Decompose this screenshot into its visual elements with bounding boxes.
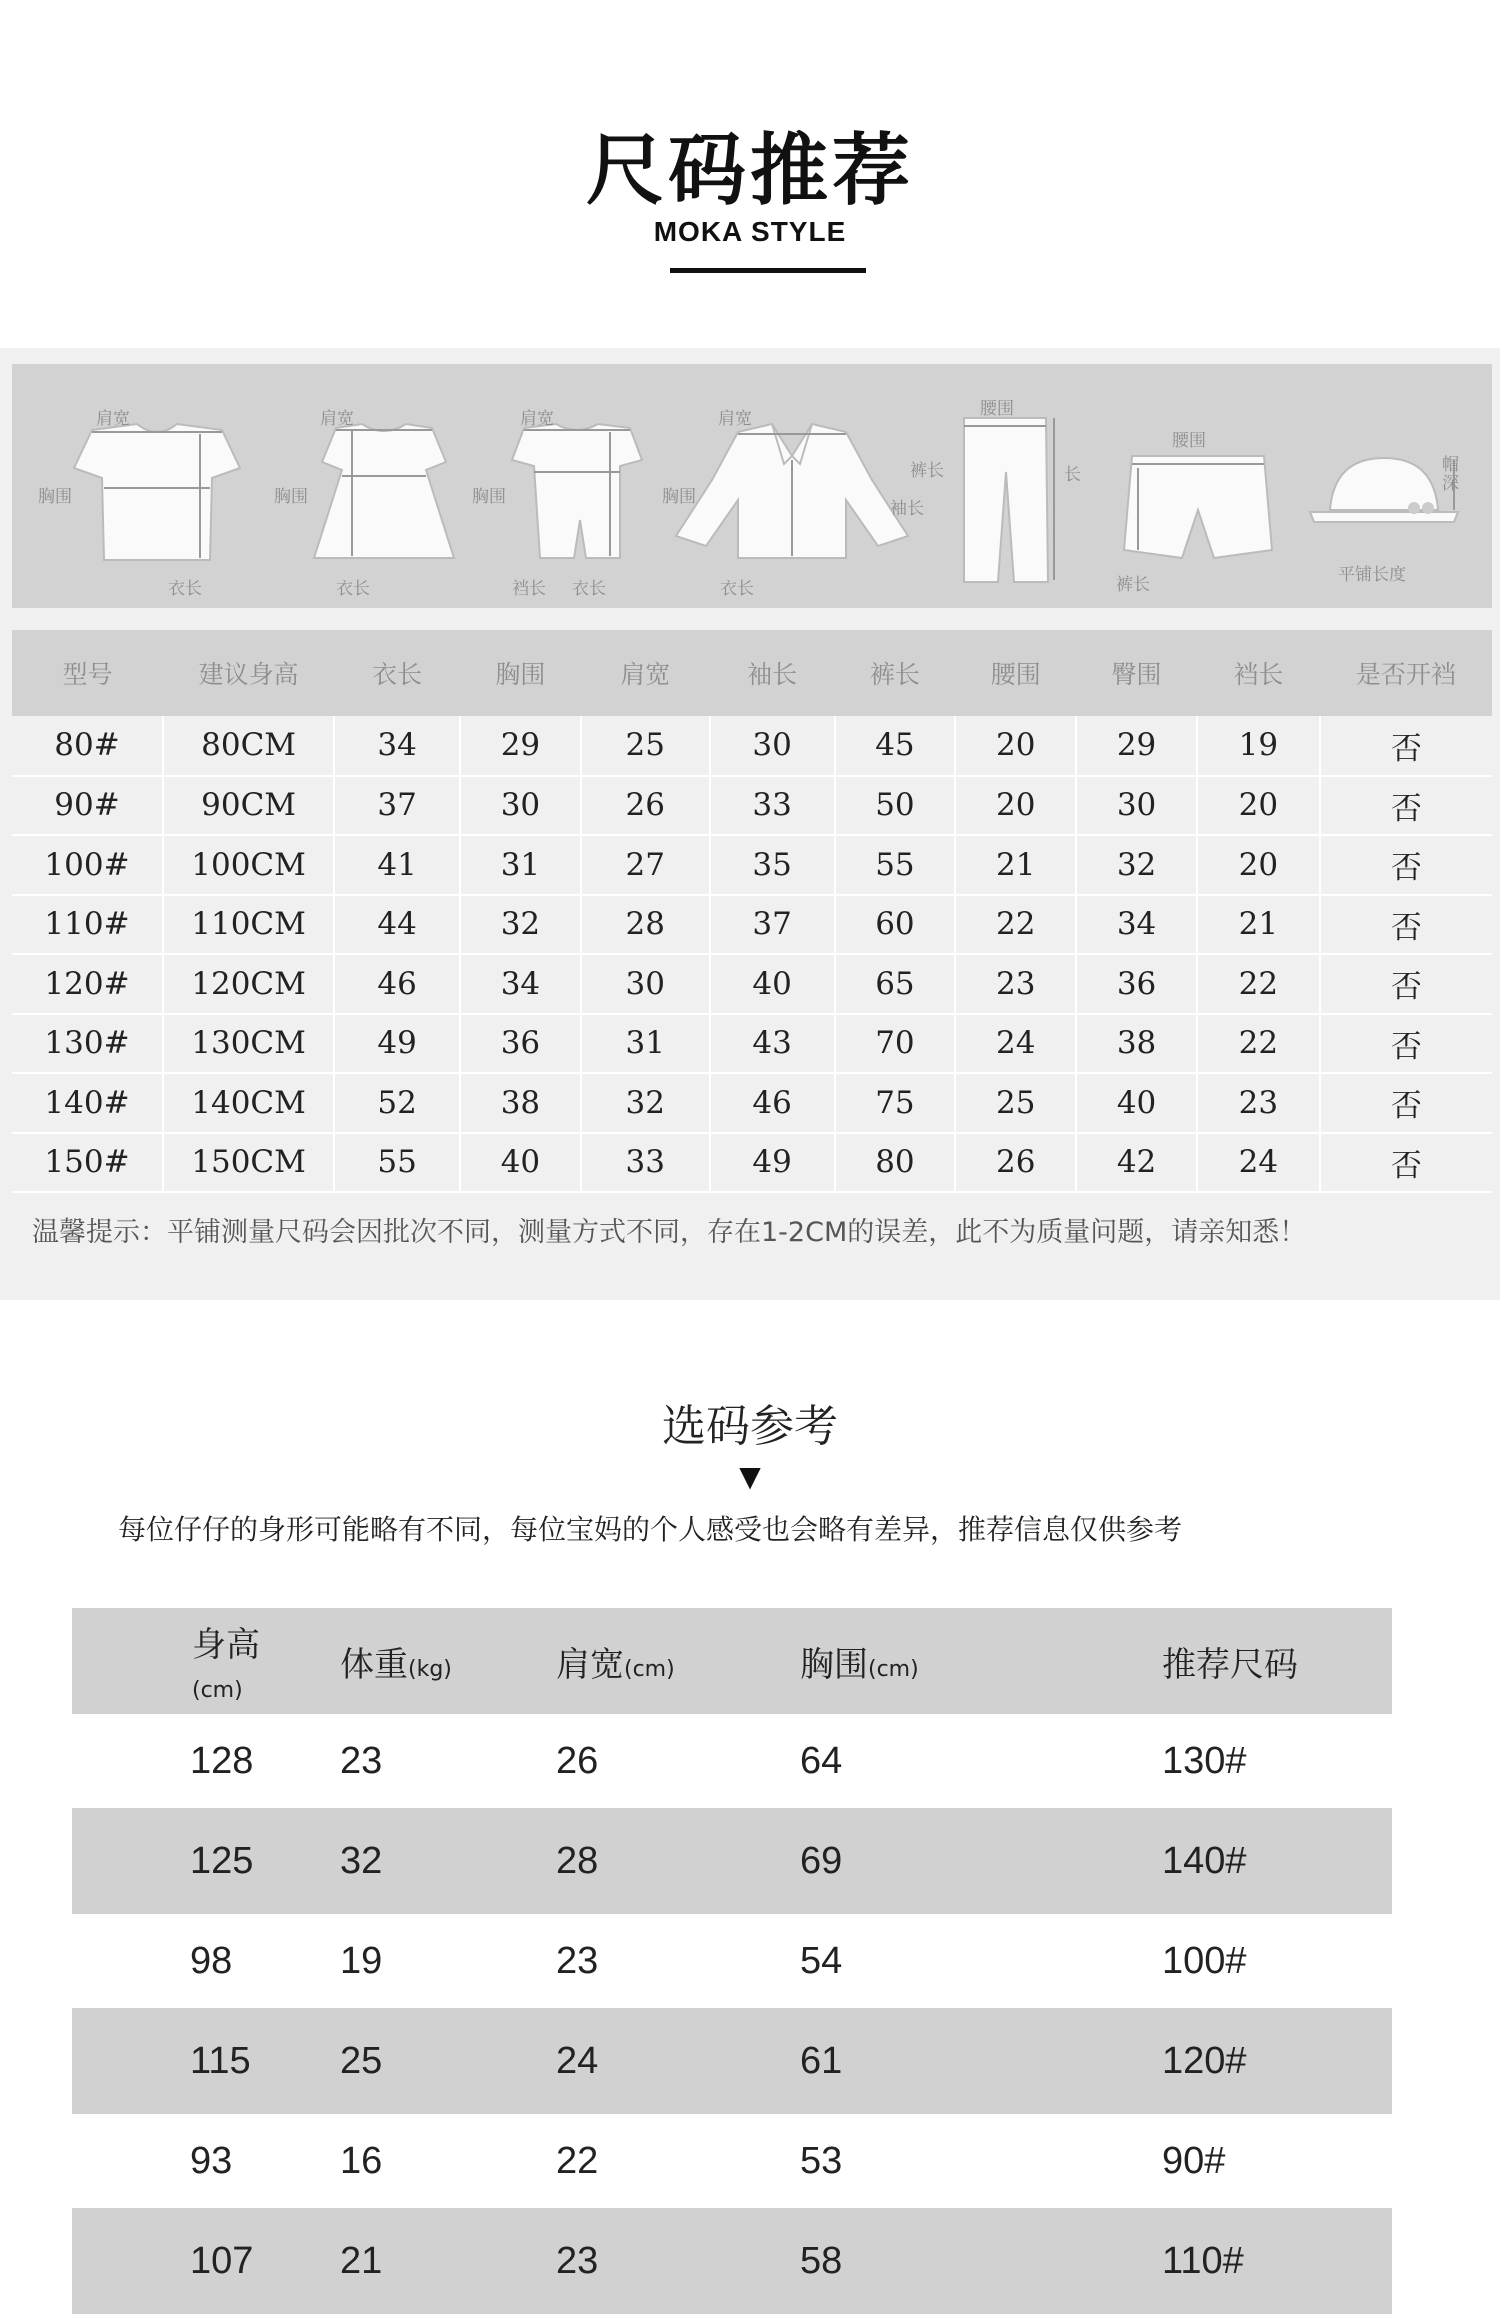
size-table-cell: 36: [460, 1014, 581, 1074]
reference-table-cell: 19: [280, 1914, 498, 2008]
reference-table-cell: 32: [280, 1808, 498, 1914]
size-table-row: [12, 776, 1492, 836]
reference-table-cell: 61: [724, 2008, 986, 2114]
size-table-row: [12, 954, 1492, 1014]
size-table-row: [12, 835, 1492, 895]
diagram-label: 裤长: [910, 461, 944, 481]
size-table-cell: 50: [835, 776, 956, 836]
size-table-cell: 32: [581, 1073, 710, 1133]
size-table-cell: 否: [1320, 835, 1492, 895]
size-table-cell: 41: [334, 835, 460, 895]
diagram-label: 腰围: [1172, 431, 1206, 451]
size-table-cell: 22: [1197, 954, 1320, 1014]
column-header: 裤长: [835, 630, 956, 716]
size-table-cell: 52: [334, 1073, 460, 1133]
size-table-cell: 150CM: [163, 1133, 334, 1193]
size-table-cell: 150#: [12, 1133, 163, 1193]
size-table-cell: 65: [835, 954, 956, 1014]
size-table-row: [12, 1073, 1492, 1133]
reference-table-cell: 54: [724, 1914, 986, 2008]
size-table-cell: 27: [581, 835, 710, 895]
reference-table-cell: 107: [72, 2208, 280, 2314]
diagram-label: 裤长: [1116, 575, 1150, 595]
size-table-cell: 34: [1076, 895, 1197, 955]
reference-table-cell: 21: [280, 2208, 498, 2314]
size-table-cell: 80: [835, 1133, 956, 1193]
size-table-cell: 否: [1320, 716, 1492, 776]
size-table-cell: 否: [1320, 776, 1492, 836]
size-table-cell: 34: [334, 716, 460, 776]
size-table-cell: 49: [334, 1014, 460, 1074]
size-table-cell: 110CM: [163, 895, 334, 955]
size-table-cell: 24: [955, 1014, 1076, 1074]
diagram-label: 胸围: [38, 487, 72, 507]
reference-table-cell: 69: [724, 1808, 986, 1914]
size-table-cell: 30: [1076, 776, 1197, 836]
size-table-cell: 23: [1197, 1073, 1320, 1133]
column-label: 胸围: [800, 1644, 868, 1685]
size-table-cell: 80#: [12, 716, 163, 776]
reference-table-cell: 22: [498, 2114, 724, 2208]
reference-table-cell: 93: [72, 2114, 280, 2208]
reference-table-row: [72, 1914, 1392, 2008]
size-table-cell: 31: [581, 1014, 710, 1074]
reference-table-row: [72, 1714, 1392, 1808]
size-table-cell: 140#: [12, 1073, 163, 1133]
size-table-cell: 55: [334, 1133, 460, 1193]
reference-table-cell: 23: [498, 2208, 724, 2314]
size-table-cell: 37: [334, 776, 460, 836]
size-table-cell: 否: [1320, 1014, 1492, 1074]
reference-table-cell: 58: [724, 2208, 986, 2314]
size-table-cell: 55: [835, 835, 956, 895]
reference-table-cell: 53: [724, 2114, 986, 2208]
column-header: 袖长: [710, 630, 835, 716]
reference-table-cell: 24: [498, 2008, 724, 2114]
size-table-cell: 120CM: [163, 954, 334, 1014]
reference-table-cell: 25: [280, 2008, 498, 2114]
size-table-cell: 40: [460, 1133, 581, 1193]
size-table-cell: 24: [1197, 1133, 1320, 1193]
column-unit: (kg): [408, 1656, 452, 1682]
column-unit: (cm): [624, 1656, 675, 1682]
size-table-cell: 45: [835, 716, 956, 776]
size-table-row: [12, 895, 1492, 955]
diagram-label: 胸围: [472, 487, 506, 507]
size-table-header: [12, 630, 1492, 716]
size-table-cell: 33: [710, 776, 835, 836]
reference-table-cell: 130#: [986, 1714, 1392, 1808]
size-table-cell: 否: [1320, 1133, 1492, 1193]
size-table-cell: 20: [955, 716, 1076, 776]
size-table-cell: 22: [1197, 1014, 1320, 1074]
size-table-cell: 21: [1197, 895, 1320, 955]
diagram-label: 肩宽: [320, 409, 354, 429]
size-table-cell: 42: [1076, 1133, 1197, 1193]
diagram-label: 衣长: [720, 579, 754, 599]
size-table-cell: 38: [1076, 1014, 1197, 1074]
jacket-icon: [672, 420, 912, 570]
garment-diagram-band: [12, 364, 1492, 608]
reference-table-cell: 28: [498, 1808, 724, 1914]
size-table-cell: 37: [710, 895, 835, 955]
reference-table-cell: 23: [498, 1914, 724, 2008]
column-label: 推荐尺码: [1162, 1644, 1298, 1685]
size-table-cell: 70: [835, 1014, 956, 1074]
diagram-label: 衣长: [572, 579, 606, 599]
diagram-label: 长: [1064, 465, 1081, 485]
size-table-cell: 20: [955, 776, 1076, 836]
reference-table-cell: 64: [724, 1714, 986, 1808]
reference-table-cell: 16: [280, 2114, 498, 2208]
size-table-cell: 40: [710, 954, 835, 1014]
reference-table-cell: 110#: [986, 2208, 1392, 2314]
size-table-cell: 43: [710, 1014, 835, 1074]
hat-icon: [1304, 450, 1464, 550]
down-arrow-icon: ▼: [739, 1460, 761, 1493]
size-table-cell: 否: [1320, 895, 1492, 955]
diagram-label: 胸围: [274, 487, 308, 507]
size-table-cell: 36: [1076, 954, 1197, 1014]
column-header: 臀围: [1076, 630, 1197, 716]
size-table-cell: 130CM: [163, 1014, 334, 1074]
reference-table-row: [72, 1808, 1392, 1914]
size-table-cell: 130#: [12, 1014, 163, 1074]
reference-table-cell: 120#: [986, 2008, 1392, 2114]
reference-table-cell: 26: [498, 1714, 724, 1808]
column-header: 型号: [12, 630, 163, 716]
column-label: 身高: [192, 1624, 260, 1665]
size-chart-panel: [0, 348, 1500, 1300]
tshirt-icon: [62, 420, 252, 570]
size-table-cell: 33: [581, 1133, 710, 1193]
diagram-label: 帽深: [1442, 455, 1459, 494]
size-table-cell: 22: [955, 895, 1076, 955]
size-table-cell: 32: [1076, 835, 1197, 895]
diagram-label: 袖长: [890, 499, 924, 519]
column-header: 胸围: [460, 630, 581, 716]
size-table-cell: 25: [581, 716, 710, 776]
diagram-label: 肩宽: [718, 409, 752, 429]
reference-table-header: [72, 1608, 1392, 1714]
reference-table-cell: 140#: [986, 1808, 1392, 1914]
size-table-cell: 60: [835, 895, 956, 955]
size-table-cell: 否: [1320, 954, 1492, 1014]
size-table-cell: 30: [710, 716, 835, 776]
column-header: 肩宽: [581, 630, 710, 716]
reference-table: [72, 1608, 1392, 2314]
size-table-cell: 46: [334, 954, 460, 1014]
reference-table-cell: 115: [72, 2008, 280, 2114]
column-header: [280, 1608, 498, 1714]
column-unit: (cm): [868, 1656, 919, 1682]
size-table: [12, 630, 1492, 1193]
diagram-label: 裆长: [512, 579, 546, 599]
size-table-cell: 34: [460, 954, 581, 1014]
diagram-label: 腰围: [980, 399, 1014, 419]
romper-icon: [502, 420, 652, 570]
diagram-label: 平铺长度: [1338, 565, 1406, 585]
title-underline: [670, 268, 866, 273]
brand-subtitle: MOKA STYLE: [653, 216, 847, 247]
column-header: [498, 1608, 724, 1714]
size-table-cell: 26: [955, 1133, 1076, 1193]
reference-table-row: [72, 2008, 1392, 2114]
column-header: 建议身高: [163, 630, 334, 716]
size-table-cell: 80CM: [163, 716, 334, 776]
column-label: 肩宽: [556, 1644, 624, 1685]
diagram-label: 胸围: [662, 487, 696, 507]
size-table-cell: 120#: [12, 954, 163, 1014]
column-header: 裆长: [1197, 630, 1320, 716]
size-table-cell: 75: [835, 1073, 956, 1133]
column-header: [724, 1608, 986, 1714]
size-table-row: [12, 1133, 1492, 1193]
dress-icon: [304, 420, 464, 570]
column-header: [986, 1608, 1392, 1714]
size-table-cell: 20: [1197, 776, 1320, 836]
size-table-cell: 23: [955, 954, 1076, 1014]
reference-table-cell: 125: [72, 1808, 280, 1914]
size-table-cell: 90CM: [163, 776, 334, 836]
size-table-cell: 25: [955, 1073, 1076, 1133]
size-table-cell: 100CM: [163, 835, 334, 895]
reference-table-row: [72, 2114, 1392, 2208]
shorts-icon: [1118, 450, 1278, 570]
size-table-cell: 100#: [12, 835, 163, 895]
size-table-cell: 32: [460, 895, 581, 955]
size-table-cell: 29: [460, 716, 581, 776]
measurement-notice: 温馨提示：平铺测量尺码会因批次不同，测量方式不同，存在1-2CM的误差，此不为质量问题，请亲知悉！: [32, 1217, 1307, 1248]
size-table-cell: 31: [460, 835, 581, 895]
size-table-cell: 38: [460, 1073, 581, 1133]
reference-table-cell: 128: [72, 1714, 280, 1808]
reference-table-cell: 98: [72, 1914, 280, 2008]
diagram-label: 衣长: [336, 579, 370, 599]
size-table-cell: 21: [955, 835, 1076, 895]
diagram-label: 肩宽: [96, 409, 130, 429]
size-table-cell: 30: [581, 954, 710, 1014]
size-table-cell: 90#: [12, 776, 163, 836]
reference-table-cell: 100#: [986, 1914, 1392, 2008]
size-table-row: [12, 1014, 1492, 1074]
diagram-label: 衣长: [168, 579, 202, 599]
column-header: 衣长: [334, 630, 460, 716]
reference-table-cell: 90#: [986, 2114, 1392, 2208]
size-table-cell: 35: [710, 835, 835, 895]
column-header: 是否开裆: [1320, 630, 1492, 716]
size-table-cell: 19: [1197, 716, 1320, 776]
size-table-cell: 110#: [12, 895, 163, 955]
column-header: 腰围: [955, 630, 1076, 716]
reference-table-row: [72, 2208, 1392, 2314]
size-table-cell: 否: [1320, 1073, 1492, 1133]
reference-title: 选码参考: [662, 1401, 838, 1452]
column-label: 体重: [340, 1644, 408, 1685]
size-table-cell: 29: [1076, 716, 1197, 776]
column-header: [72, 1608, 280, 1714]
size-table-cell: 26: [581, 776, 710, 836]
page-title: 尺码推荐: [585, 126, 914, 216]
size-table-cell: 140CM: [163, 1073, 334, 1133]
size-table-cell: 49: [710, 1133, 835, 1193]
size-table-cell: 28: [581, 895, 710, 955]
size-table-cell: 20: [1197, 835, 1320, 895]
size-table-cell: 44: [334, 895, 460, 955]
size-table-cell: 40: [1076, 1073, 1197, 1133]
column-unit: (cm): [192, 1677, 243, 1703]
size-table-row: [12, 716, 1492, 776]
diagram-label: 肩宽: [520, 409, 554, 429]
reference-description: 每位仔仔的身形可能略有不同，每位宝妈的个人感受也会略有差异，推荐信息仅供参考: [118, 1513, 1183, 1546]
size-table-cell: 46: [710, 1073, 835, 1133]
reference-table-cell: 23: [280, 1714, 498, 1808]
size-table-cell: 30: [460, 776, 581, 836]
pants-icon: [950, 412, 1060, 588]
